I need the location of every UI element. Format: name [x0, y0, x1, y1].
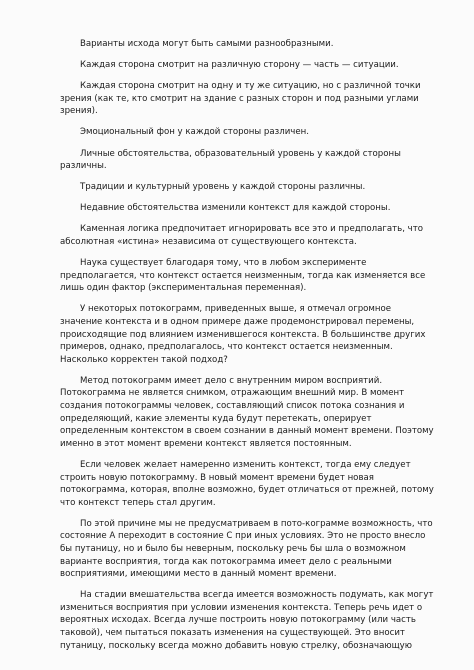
paragraph-7: Недавние обстоятельства изменили контекст для каждой стороны.	[80, 203, 391, 214]
paragraph-2: Каждая сторона смотрит на различную сторону — часть — ситуации.	[80, 60, 399, 71]
paragraph-9: Наука существует благодаря тому, что в любом эксперименте предполагается, что контекст остается неизменным, тогда как изменяется все лишь один фактор (экспериментальная переменная).	[60, 258, 426, 294]
paragraph-8: Каменная логика предпочитает игнорировать все это и предполагать, что абсолютная «истина» независима от существующего контекста.	[60, 224, 424, 248]
paragraph-5: Личные обстоятельства, образовательный уровень у каждой стороны различны.	[60, 148, 401, 172]
paragraph-10: У некоторых потокограмм, приведенных выше, я отмечал огромное значение контекста и в одном примере даже продемонстрировал перемены, происходящие под влиянием изменившегося контекста. В большинстве других примеров, однако, предполагалось, что контекст остается неизменным. Насколько корректен такой подход?	[60, 304, 426, 365]
paragraph-14: На стадии вмешательства всегда имеется возможность подумать, как могут измениться восприятия при условии изменения контекста. Теперь речь идет о вероятных исходах. Всегда лучше построить новую потокограмму (или часть таковой), чем пытаться показать изменения на существующей. Это вносит путаницу, поскольку всегда можно добавить новую стрелку, обозначающую	[60, 590, 434, 651]
paragraph-11: Метод потокограмм имеет дело с внутренним миром восприятий. Потокограмма не является снимком, отражающим внешний мир. В момент создания потокограммы человек, составляющий список потока сознания и определяющий, какие элементы куда будут перетекать, оперирует определенным контекстом в своем сознании в данный момент времени. Поэтому именно в этот момент времени контекст является постоянным.	[60, 375, 434, 449]
paragraph-12: Если человек желает намеренно изменить контекст, тогда ему следует строить новую потокограмму. В новый момент времени будет новая потокограмма, которая, вполне возможно, будет отличаться от прежней, потому что контекст теперь стал другим.	[60, 459, 434, 508]
paragraph-3: Каждая сторона смотрит на одну и ту же ситуацию, но с различной точки зрения (как те, кто смотрит на здание с разных сторон и под разными углами зрения).	[60, 81, 421, 117]
paragraph-4: Эмоциональный фон у каждой стороны различен.	[80, 127, 310, 138]
paragraph-13: По этой причине мы не предусматриваем в пото-кограмме возможность, что состояние А переходит в состояние С при иных условиях. Это не просто внесло бы путаницу, но и было бы неверным, поскольку речь бы шла о возможном варианте восприятия, тогда как потокограмма имеет дело с реальными восприятиями, имеющими место в данный момент времени.	[60, 518, 433, 580]
paragraph-6: Традиции и культурный уровень у каждой стороны различны.	[80, 182, 366, 193]
paragraph-1: Варианты исхода могут быть самыми разнообразными.	[80, 39, 334, 49]
